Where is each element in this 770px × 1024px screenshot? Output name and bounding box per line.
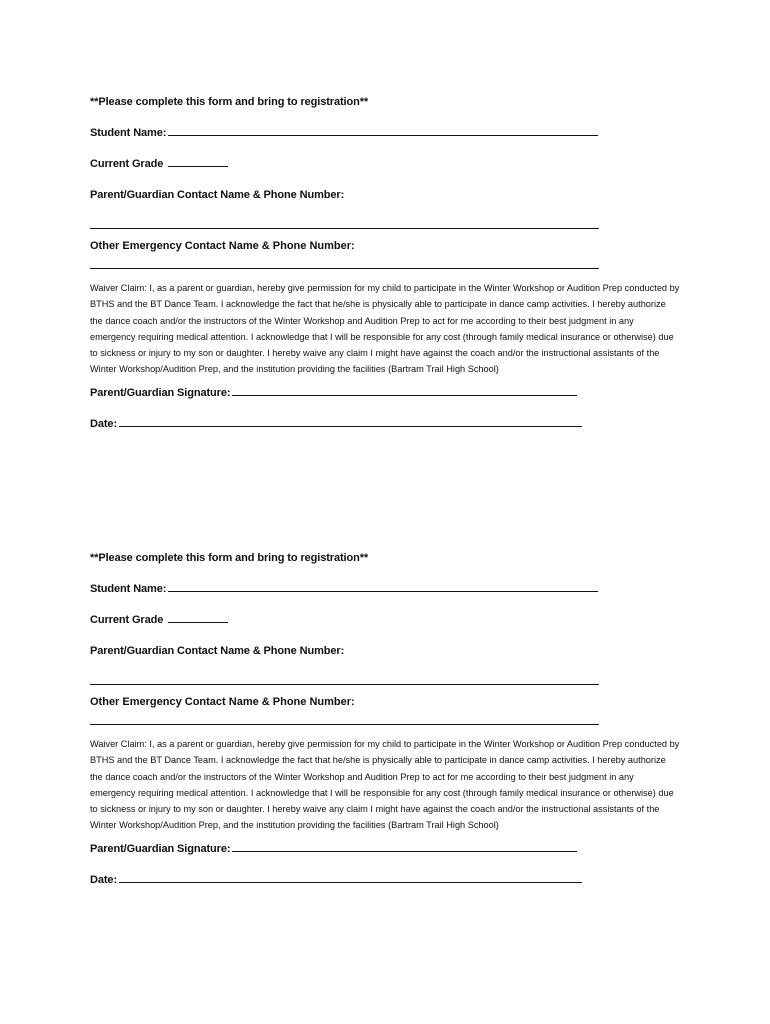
signature-label: Parent/Guardian Signature: <box>90 842 231 855</box>
student-name-field[interactable] <box>168 590 598 592</box>
current-grade-label: Current Grade <box>90 614 164 626</box>
date-label: Date: <box>90 873 118 886</box>
date-field[interactable] <box>119 881 582 883</box>
parent-contact-label: Parent/Guardian Contact Name & Phone Number: <box>90 189 345 201</box>
date-row <box>90 417 710 448</box>
other-contact-field[interactable] <box>90 268 599 269</box>
other-contact-label: Other Emergency Contact Name & Phone Number: <box>90 696 355 708</box>
current-grade-label: Current Grade <box>90 158 164 170</box>
date-label: Date: <box>90 417 118 430</box>
current-grade-row <box>90 157 710 188</box>
current-grade-row <box>90 613 710 644</box>
waiver-claim-text: Waiver Claim: I, as a parent or guardian, hereby give permission for my child to participate in the Winter Workshop or Audition Prep conducted by BTHS and the BT Dance Team. I acknowledge the fact that he/she is physically able to participate in dance camp activities. I hereby authorize the dance coach and/or the instructors of the Winter Workshop and Audition Prep to act for me according to their best judgment in any emergency requiring medical attention. I acknowledge that I will be responsible for any cost (through family medical insurance or otherwise) due to sickness or injury to my son or daughter. I hereby waive any claim I might have against the coach and/or the instructional assistants of the Winter Workshop/Audition Prep, and the institution providing the facilities (Bartram Trail High School) <box>90 739 680 831</box>
signature-label: Parent/Guardian Signature: <box>90 386 231 399</box>
registration-form-2 <box>90 551 710 904</box>
parent-contact-row <box>90 644 710 662</box>
parent-contact-row <box>90 188 710 206</box>
student-name-field[interactable] <box>168 134 598 136</box>
student-name-row <box>90 582 710 613</box>
signature-field[interactable] <box>232 850 577 852</box>
student-name-label: Student Name: <box>90 583 167 595</box>
other-contact-row <box>90 240 710 274</box>
date-field[interactable] <box>119 425 582 427</box>
parent-contact-field[interactable] <box>90 206 710 237</box>
parent-contact-field[interactable] <box>90 662 710 693</box>
other-contact-field[interactable] <box>90 724 599 725</box>
date-row <box>90 873 710 904</box>
signature-row <box>90 386 710 417</box>
signature-field[interactable] <box>232 394 577 396</box>
waiver-claim-text: Waiver Claim: I, as a parent or guardian, hereby give permission for my child to participate in the Winter Workshop or Audition Prep conducted by BTHS and the BT Dance Team. I acknowledge the fact that he/she is physically able to participate in dance camp activities. I hereby authorize the dance coach and/or the instructors of the Winter Workshop and Audition Prep to act for me according to their best judgment in any emergency requiring medical attention. I acknowledge that I will be responsible for any cost (through family medical insurance or otherwise) due to sickness or injury to my son or daughter. I hereby waive any claim I might have against the coach and/or the instructional assistants of the Winter Workshop/Audition Prep, and the institution providing the facilities (Bartram Trail High School) <box>90 283 680 375</box>
student-name-row <box>90 126 710 157</box>
registration-form-1 <box>90 95 710 448</box>
parent-contact-label: Parent/Guardian Contact Name & Phone Number: <box>90 645 345 657</box>
student-name-label: Student Name: <box>90 127 167 139</box>
signature-row <box>90 842 710 873</box>
current-grade-field[interactable] <box>168 165 228 167</box>
other-contact-row <box>90 696 710 730</box>
form-heading: **Please complete this form and bring to registration** <box>90 552 369 564</box>
other-contact-label: Other Emergency Contact Name & Phone Number: <box>90 240 355 252</box>
current-grade-field[interactable] <box>168 621 228 623</box>
form-heading: **Please complete this form and bring to registration** <box>90 96 369 108</box>
